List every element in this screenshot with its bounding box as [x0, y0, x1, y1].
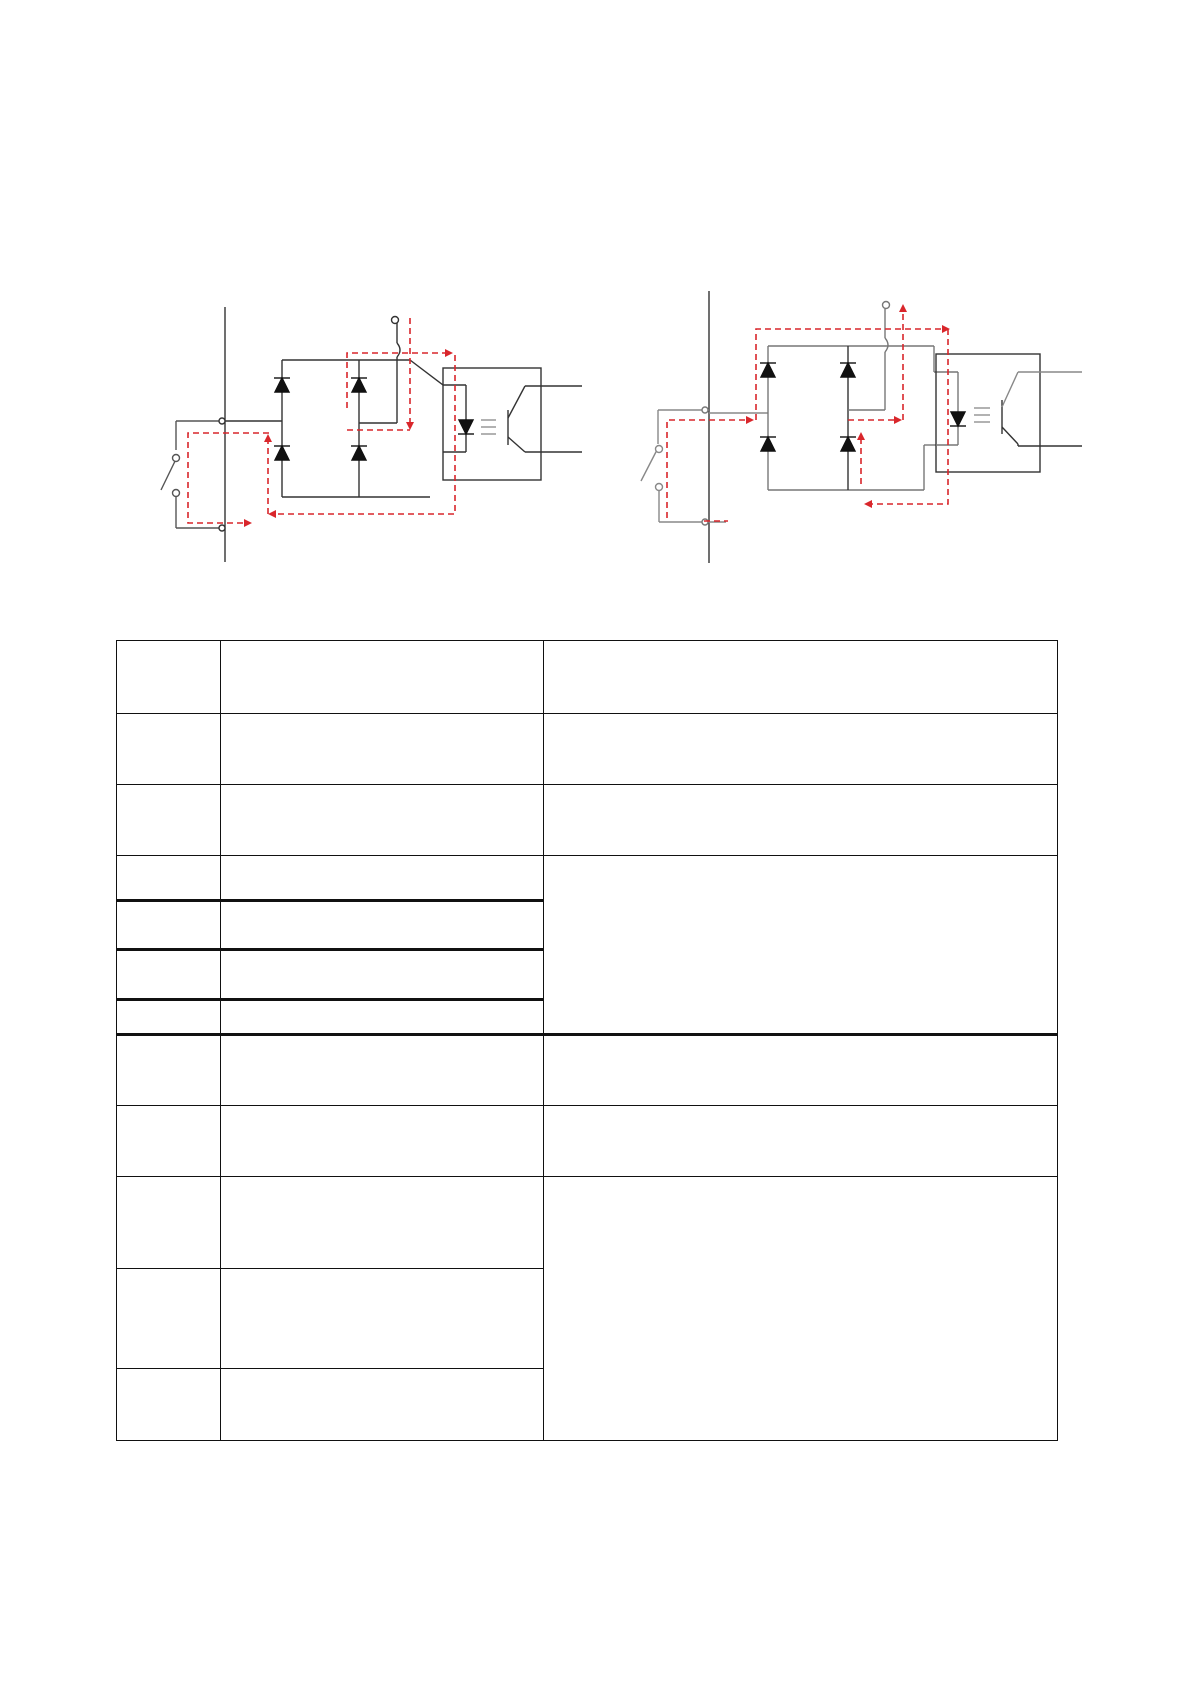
source-wiring-circuit [641, 291, 1082, 563]
switch-symbol [161, 421, 225, 528]
table-cell [544, 1035, 1058, 1106]
switch-symbol [641, 410, 726, 522]
table-cell [117, 1177, 221, 1269]
table-cell [221, 1000, 544, 1035]
table-cell [117, 785, 221, 856]
terminal-circle [219, 418, 225, 424]
table-cell [117, 1269, 221, 1369]
wiring-diagram [0, 0, 1190, 600]
table-cell [221, 714, 544, 785]
table-cell [544, 641, 1058, 714]
table-cell [117, 856, 221, 901]
table-cell [221, 1035, 544, 1106]
table-cell [117, 1369, 221, 1441]
table-cell [117, 641, 221, 714]
sink-wiring-circuit [161, 307, 582, 562]
table-cell [221, 856, 544, 901]
diode-icon [840, 437, 856, 451]
table-cell [117, 1000, 221, 1035]
diode-bridge [282, 317, 443, 498]
table-cell [221, 1269, 544, 1369]
table-row [117, 856, 1058, 901]
table-row [117, 1035, 1058, 1106]
table-cell-merged [544, 856, 1058, 1035]
terminal-circle [219, 525, 225, 531]
table-cell [117, 1035, 221, 1106]
table-cell [117, 901, 221, 950]
table-cell [221, 901, 544, 950]
terminal-circle [702, 519, 708, 525]
diode-icon [351, 378, 367, 392]
diode-icon [760, 437, 776, 451]
table-cell [117, 714, 221, 785]
diode-icon [351, 446, 367, 460]
diode-icon [760, 363, 776, 377]
table-cell [221, 1369, 544, 1441]
specification-table [116, 640, 1058, 1441]
diode-icon [840, 363, 856, 377]
terminal-circle [702, 407, 708, 413]
diode-icon [274, 378, 290, 392]
table-row [117, 714, 1058, 785]
diode-icon [274, 446, 290, 460]
table-row [117, 785, 1058, 856]
table-row [117, 1106, 1058, 1177]
table-cell-merged [544, 1177, 1058, 1441]
table-cell [544, 1106, 1058, 1177]
optocoupler [443, 368, 582, 480]
table-cell [221, 950, 544, 1000]
table-cell [544, 714, 1058, 785]
table-row [117, 1177, 1058, 1269]
table-row [117, 641, 1058, 714]
table-cell [221, 1177, 544, 1269]
table-cell [221, 1106, 544, 1177]
table-cell [117, 1106, 221, 1177]
table-cell [544, 785, 1058, 856]
table-cell [221, 641, 544, 714]
table-cell [221, 785, 544, 856]
table-cell [117, 950, 221, 1000]
